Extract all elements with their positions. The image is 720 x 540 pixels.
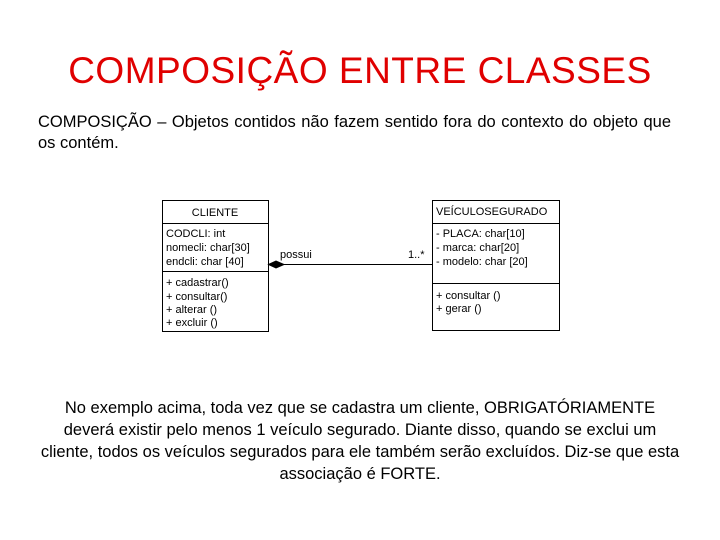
class-cliente-attribute: CODCLI: int [166,228,226,240]
class-cliente-attribute: endcli: char [40] [166,256,244,268]
association-multiplicity: 1..* [408,249,425,261]
association-label: possui [280,249,312,261]
slide-title: COMPOSIÇÃO ENTRE CLASSES [68,50,652,91]
class-cliente-method: + cadastrar() [166,277,229,289]
composition-association [269,249,433,268]
class-veiculosegurado-attribute: - marca: char[20] [436,242,520,254]
class-veiculosegurado-method: + gerar () [436,303,482,315]
intro-paragraph: COMPOSIÇÃO – Objetos contidos não fazem sentido fora do contexto do objeto que os contém. [38,113,671,152]
composition-diamond-icon [269,261,285,268]
class-cliente-attribute: nomecli: char[30] [166,242,250,254]
closing-paragraph: No exemplo acima, toda vez que se cadastra um cliente, OBRIGATÓRIAMENTE deverá existir pelo menos 1 veículo segurado. Diante disso, quando se exclui um cliente, todos os veículos segurados para ele também serão excluídos. Diz-se que esta associação é FORTE. [40,399,680,483]
class-veiculosegurado-name: VEÍCULOSEGURADO [436,206,548,218]
class-veiculosegurado [433,201,560,331]
class-cliente-method: + consultar() [166,291,228,303]
class-veiculosegurado-attribute: - PLACA: char[10] [436,228,525,240]
class-cliente-name: CLIENTE [191,207,239,219]
class-veiculosegurado-attribute: - modelo: char [20] [436,256,528,268]
class-veiculosegurado-method: + consultar () [436,290,501,302]
class-cliente [163,201,269,332]
class-cliente-method: + excluir () [166,317,218,329]
class-cliente-method: + alterar () [166,304,218,316]
